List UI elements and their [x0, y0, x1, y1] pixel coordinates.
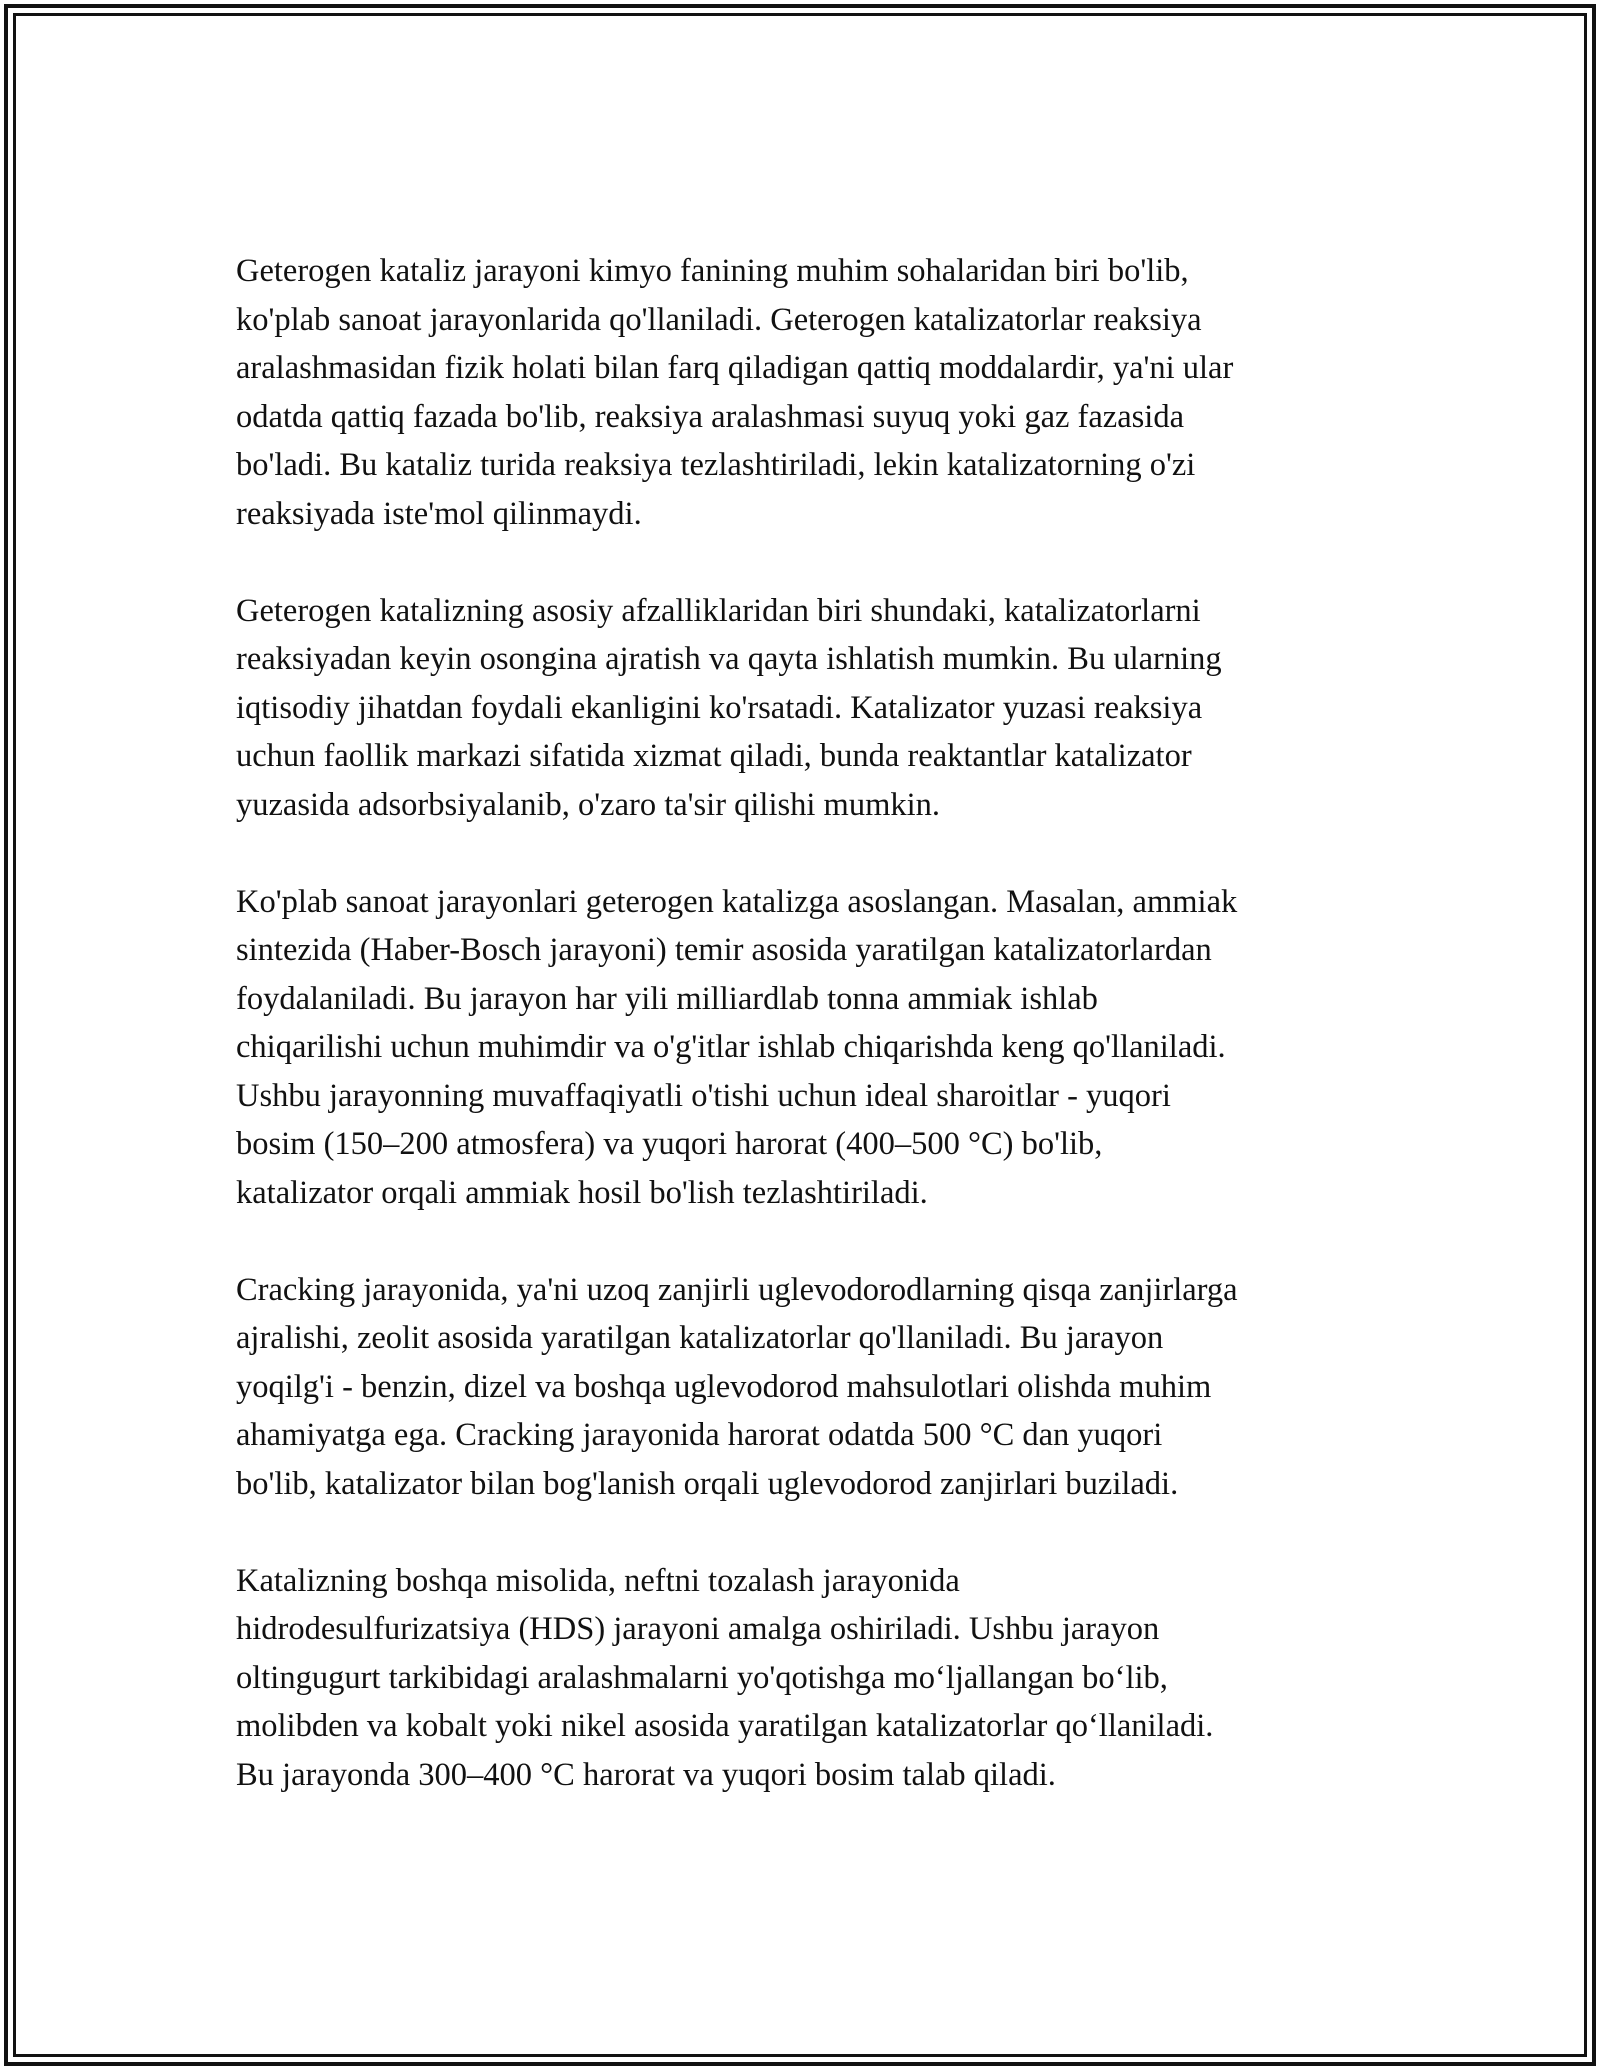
text-line: Geterogen katalizning asosiy afzalliklaridan biri shundaki, katalizatorlarni — [236, 592, 1201, 629]
text-line: Geterogen kataliz jarayoni kimyo fanining muhim sohalaridan biri bo'lib, — [236, 253, 1189, 289]
text-line: reaksiyadan keyin osongina ajratish va qayta ishlatish mumkin. Bu ularning — [236, 641, 1222, 677]
text-line: ahamiyatga ega. Cracking jarayonida harorat odatda 500 °C dan yuqori — [236, 1417, 1163, 1453]
text-line: chiqarilishi uchun muhimdir va o'g'itlar ishlab chiqarishda keng qo'llaniladi. — [236, 1029, 1226, 1065]
text-line: foydalaniladi. Bu jarayon har yili milliardlab tonna ammiak ishlab — [236, 980, 1098, 1017]
text-line: uchun faollik markazi sifatida xizmat qiladi, bunda reaktantlar katalizator — [236, 738, 1192, 774]
text-line: bo'lib, katalizator bilan bog'lanish orqali uglevodorod zanjirlari buziladi. — [236, 1465, 1179, 1502]
text-line: Ko'plab sanoat jarayonlari geterogen katalizga asoslangan. Masalan, ammiak — [236, 883, 1238, 920]
text-line: reaksiyada iste'mol qilinmaydi. — [236, 495, 642, 532]
text-line: Cracking jarayonida, ya'ni uzoq zanjirli uglevodorodlarning qisqa zanjirlarga — [236, 1271, 1238, 1308]
text-line: bosim (150–200 atmosfera) va yuqori harorat (400–500 °C) bo'lib, — [236, 1126, 1103, 1162]
paragraph — [236, 1557, 1386, 1800]
text-line: bo'ladi. Bu kataliz turida reaksiya tezlashtiriladi, lekin katalizatorning o'zi — [236, 447, 1196, 483]
text-line: iqtisodiy jihatdan foydali ekanligini ko'rsatadi. Katalizator yuzasi reaksiya — [236, 689, 1203, 726]
text-line: katalizator orqali ammiak hosil bo'lish tezlashtiriladi. — [236, 1174, 928, 1211]
text-line: ajralishi, zeolit asosida yaratilgan katalizatorlar qo'llaniladi. Bu jarayon — [236, 1320, 1164, 1356]
text-line: hidrodesulfurizatsiya (HDS) jarayoni amalga oshiriladi. Ushbu jarayon — [236, 1611, 1160, 1647]
text-line: ko'plab sanoat jarayonlarida qo'llaniladi. Geterogen katalizatorlar reaksiya — [236, 301, 1202, 338]
paragraph — [236, 878, 1386, 1218]
paragraph — [236, 247, 1386, 538]
text-line: aralashmasidan fizik holati bilan farq qiladigan qattiq moddalardir, ya'ni ular — [236, 350, 1234, 386]
text-line: yoqilg'i - benzin, dizel va boshqa uglevodorod mahsulotlari olishda muhim — [236, 1368, 1212, 1405]
text-line: Ushbu jarayonning muvaffaqiyatli o'tishi uchun ideal sharoitlar - yuqori — [236, 1077, 1171, 1114]
text-line: Bu jarayonda 300–400 °C harorat va yuqori bosim talab qiladi. — [236, 1756, 1056, 1793]
paragraph — [236, 587, 1386, 830]
document-body — [236, 247, 1386, 1799]
text-line: Katalizning boshqa misolida, neftni tozalash jarayonida — [236, 1562, 960, 1599]
text-line: oltingugurt tarkibidagi aralashmalarni yo'qotishga mo‘ljallangan bo‘lib, — [236, 1659, 1168, 1696]
text-line: odatda qattiq fazada bo'lib, reaksiya aralashmasi suyuq yoki gaz fazasida — [236, 398, 1184, 435]
paragraph — [236, 1266, 1386, 1509]
text-line: sintezida (Haber-Bosch jarayoni) temir asosida yaratilgan katalizatorlardan — [236, 932, 1212, 968]
text-line: molibden va kobalt yoki nikel asosida yaratilgan katalizatorlar qo‘llaniladi. — [236, 1708, 1214, 1744]
text-line: yuzasida adsorbsiyalanib, o'zaro ta'sir qilishi mumkin. — [236, 786, 941, 823]
